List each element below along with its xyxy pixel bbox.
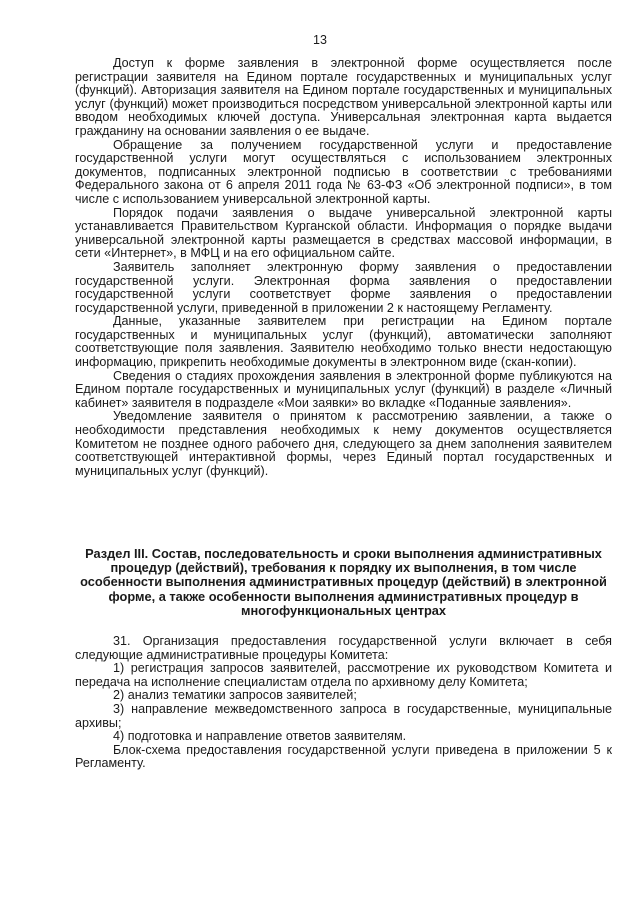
list-item: 2) анализ тематики запросов заявителей; [113,688,357,703]
list-item: 1) регистрация запросов заявителей, рассмотрение их руководством Комитета и передача на исполнение специалистам отдела по архивному делу Комитета; [75,661,612,689]
section-body [75,635,612,771]
paragraph-portal-access: Доступ к форме заявления в электронной форме осуществляется после регистрации заявителя на Едином портале государственных и муниципальных услуг (функций). Авторизация заявителя на Едином портале государственных и муниципальных услуг (функций) может производиться посредством универсальной электронной карты или вводом необходимых ключей доступа. Универсальная электронная карта выдается гражданину на основании заявления о ее выдаче. [75,56,612,138]
list-item: 4) подготовка и направление ответов заявителям. [113,729,407,744]
paragraph-card-issuance: Порядок подачи заявления о выдаче универсальной электронной карты устанавливается Правительством Курганской области. Информация о порядке выдачи универсальной электронной карты размещается в средствах массовой информации, в сети «Интернет», в МФЦ и на его официальном сайте. [75,205,612,261]
page-number: 13 [313,33,327,47]
paragraph-electronic-signature: Обращение за получением государственной услуги и предоставление государственной услуги могут осуществляться с использованием электронных документов, подписанных электронной подписью в соответствии с требованиями Федерального закона от 6 апреля 2011 года № 63-ФЗ «Об электронной подписи», в том числе с использованием универсальной электронной карты. [75,137,612,206]
paragraph-autofill-data: Данные, указанные заявителем при регистрации на Едином портале государственных и муниципальных услуг (функций), автоматически заполняют соответствующие поля заявления. Заявителю необходимо только внести недостающую информацию, прикрепить необходимые документы в электронном виде (скан-копии). [75,314,612,370]
paragraph-notification: Уведомление заявителя о принятом к рассмотрению заявлении, а также о необходимости представления необходимых к нему документов осуществляется Комитетом не позднее одного рабочего дня, следующего за днем заполнения заявителем соответствующей интерактивной формы, через Единый портал государственных и муниципальных услуг (функций). [75,409,612,478]
paragraph-procedures-intro: 31. Организация предоставления государственной услуги включает в себя следующие административные процедуры Комитета: [75,634,612,662]
body-text [75,57,612,478]
paragraph-form-filling: Заявитель заполняет электронную форму заявления о предоставлении государственной услуги. Электронная форма заявления о предоставлении государственной услуги соответствует форме заявления о предоставлении государственной услуги, приведенной в приложении 2 к настоящему Регламенту. [75,259,612,315]
section-heading: Раздел III. Состав, последовательность и сроки выполнения административных процедур (действий), требования к порядку их выполнения, в том числе особенности выполнения административных процедур (действий) в электронной форме, а также особенности выполнения административных процедур в многофункциональных центрах [80,546,607,618]
paragraph-flowchart-reference: Блок-схема предоставления государственной услуги приведена в приложении 5 к Регламенту. [75,742,612,771]
paragraph-status-publication: Сведения о стадиях прохождения заявления в электронной форме публикуются на Едином портале государственных и муниципальных услуг (функций) в разделе «Личный кабинет» заявителя в подразделе «Мои заявки» во вкладке «Поданные заявления». [75,368,612,410]
list-item: 3) направление межведомственного запроса в государственные, муниципальные архивы; [75,701,612,730]
